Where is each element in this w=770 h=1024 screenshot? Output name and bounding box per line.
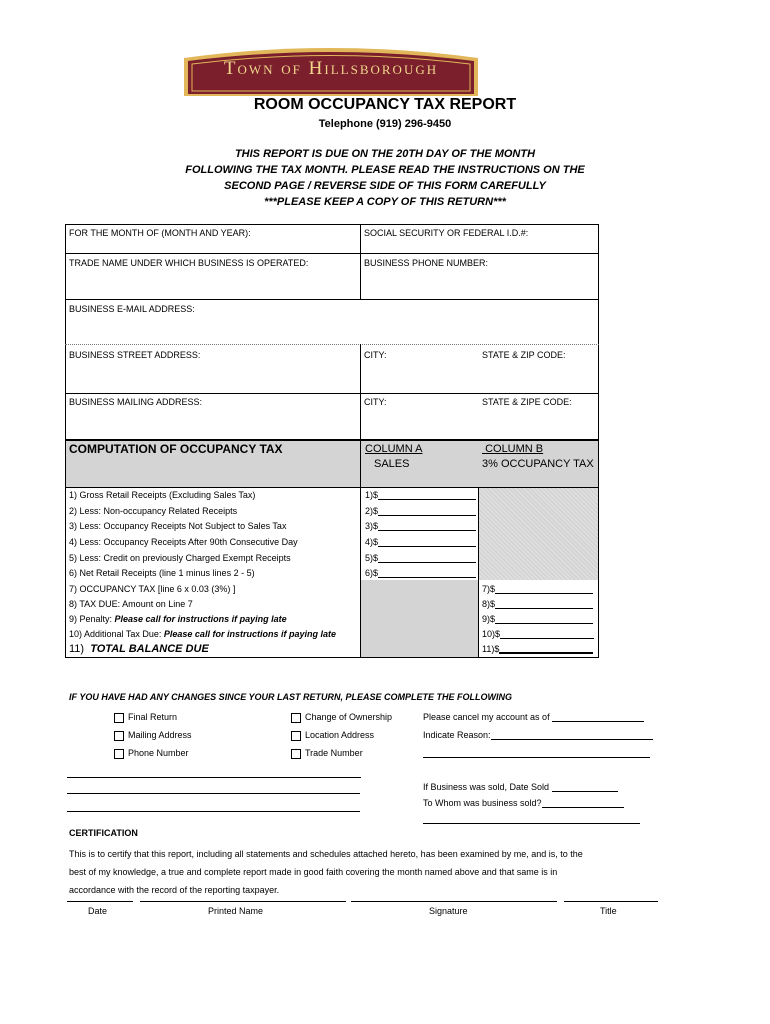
business-info-box [65, 224, 599, 440]
line-5-amount[interactable]: 5)$ [365, 553, 476, 563]
notice-line: SECOND PAGE / REVERSE SIDE OF THIS FORM CAREFULLY [224, 180, 546, 192]
logo-text: Town of Hillsborough [223, 58, 439, 79]
line-6-label: 6) Net Retail Receipts (line 1 minus lines 2 - 5) [69, 568, 255, 578]
mailing-address-checkbox[interactable] [114, 731, 124, 741]
sold-to-field[interactable]: To Whom was business sold? [423, 798, 624, 808]
change-ownership-label: Change of Ownership [305, 712, 393, 722]
telephone: Telephone (919) 296-9450 [318, 118, 452, 130]
date-label: Date [88, 906, 108, 916]
line-7-tax[interactable]: 7)$ [482, 584, 593, 594]
business-phone-field[interactable]: BUSINESS PHONE NUMBER: [364, 258, 489, 268]
change-ownership-checkbox[interactable] [291, 713, 301, 723]
phone-number-checkbox[interactable] [114, 749, 124, 759]
mailing-address-field[interactable]: BUSINESS MAILING ADDRESS: [69, 397, 203, 407]
line-8-label: 8) TAX DUE: Amount on Line 7 [69, 599, 193, 609]
page-title: ROOM OCCUPANCY TAX REPORT [253, 96, 517, 113]
final-return-label: Final Return [128, 712, 178, 722]
line-10-label: 10) Additional Tax Due: Please call for instructions if paying late [69, 629, 336, 639]
line-11-label: 11) TOTAL BALANCE DUE [69, 643, 209, 655]
mailing-city-field[interactable]: CITY: [364, 397, 387, 407]
blank-line-3[interactable] [67, 811, 360, 812]
cancel-account-field[interactable]: Please cancel my account as of [423, 712, 644, 722]
computation-heading: COMPUTATION OF OCCUPANCY TAX [69, 442, 283, 456]
line-2-label: 2) Less: Non-occupancy Related Receipts [69, 506, 238, 516]
title-line[interactable] [564, 901, 658, 902]
line-3-amount[interactable]: 3)$ [365, 521, 476, 531]
phone-number-label: Phone Number [128, 748, 189, 758]
line-5-label: 5) Less: Credit on previously Charged Exempt Receipts [69, 553, 291, 563]
final-return-checkbox[interactable] [114, 713, 124, 723]
trade-number-checkbox[interactable] [291, 749, 301, 759]
printed-name-line[interactable] [140, 901, 346, 902]
line-4-label: 4) Less: Occupancy Receipts After 90th Consecutive Day [69, 537, 298, 547]
line-7-label: 7) OCCUPANCY TAX [line 6 x 0.03 (3%) ] [69, 584, 236, 594]
signature-label: Signature [429, 906, 468, 916]
line-11-tax[interactable]: 11)$ [482, 644, 593, 654]
certification-heading: CERTIFICATION [69, 828, 138, 838]
column-a-shaded [361, 580, 478, 657]
certification-text: This is to certify that this report, including all statements and schedules attached hereto, has been examined by me, and is, to the best of my knowledge, a true and complete report made in good faith covering the month named above and that same is in accordance with the record of the reporting taxpayer. [69, 849, 583, 895]
line-3-label: 3) Less: Occupancy Receipts Not Subject to Sales Tax [69, 521, 287, 531]
line-9-label: 9) Penalty: Please call for instructions if paying late [69, 614, 287, 624]
reason-line-2[interactable] [423, 757, 650, 758]
indicate-reason-field[interactable]: Indicate Reason: [423, 730, 653, 740]
column-a-subtitle: SALES [374, 458, 410, 470]
notice-line: FOLLOWING THE TAX MONTH. PLEASE READ THE INSTRUCTIONS ON THE [185, 164, 585, 176]
tax-id-field[interactable]: SOCIAL SECURITY OR FEDERAL I.D.#: [364, 228, 529, 238]
blank-line-1[interactable] [67, 777, 361, 778]
town-logo [180, 44, 482, 100]
line-2-amount[interactable]: 2)$ [365, 506, 476, 516]
column-b-title: COLUMN B [485, 443, 544, 455]
state-zip-field[interactable]: STATE & ZIP CODE: [482, 350, 566, 360]
line-10-tax[interactable]: 10)$ [482, 629, 594, 639]
line-6-amount[interactable]: 6)$ [365, 568, 476, 578]
date-line[interactable] [67, 901, 133, 902]
column-a-title: COLUMN A [365, 443, 423, 455]
mailing-address-label: Mailing Address [128, 730, 192, 740]
column-b-shaded [479, 488, 598, 580]
line-1-amount[interactable]: 1)$ [365, 490, 476, 500]
notice-line: THIS REPORT IS DUE ON THE 20TH DAY OF THE MONTH [234, 148, 536, 160]
sold-to-line-2[interactable] [423, 823, 640, 824]
month-year-field[interactable]: FOR THE MONTH OF (MONTH AND YEAR): [69, 228, 251, 238]
title-label: Title [600, 906, 617, 916]
blank-line-2[interactable] [67, 793, 360, 794]
printed-name-label: Printed Name [208, 906, 264, 916]
city-field[interactable]: CITY: [364, 350, 387, 360]
trade-name-field[interactable]: TRADE NAME UNDER WHICH BUSINESS IS OPERATED: [69, 258, 309, 268]
location-address-checkbox[interactable] [291, 731, 301, 741]
column-b-subtitle: 3% OCCUPANCY TAX [482, 458, 594, 470]
changes-heading: IF YOU HAVE HAD ANY CHANGES SINCE YOUR LAST RETURN, PLEASE COMPLETE THE FOLLOWING [69, 692, 513, 702]
date-sold-field[interactable]: If Business was sold, Date Sold [423, 782, 618, 792]
line-1-label: 1) Gross Retail Receipts (Excluding Sales Tax) [69, 490, 256, 500]
trade-number-label: Trade Number [305, 748, 363, 758]
notice-line: ***PLEASE KEEP A COPY OF THIS RETURN*** [264, 196, 506, 208]
location-address-label: Location Address [305, 730, 375, 740]
street-address-field[interactable]: BUSINESS STREET ADDRESS: [69, 350, 201, 360]
line-9-tax[interactable]: 9)$ [482, 614, 593, 624]
line-4-amount[interactable]: 4)$ [365, 537, 476, 547]
mailing-state-zip-field[interactable]: STATE & ZIPE CODE: [482, 397, 572, 407]
email-field[interactable]: BUSINESS E-MAIL ADDRESS: [69, 304, 195, 314]
due-notice [0, 146, 770, 210]
signature-line[interactable] [351, 901, 557, 902]
line-8-tax[interactable]: 8)$ [482, 599, 593, 609]
